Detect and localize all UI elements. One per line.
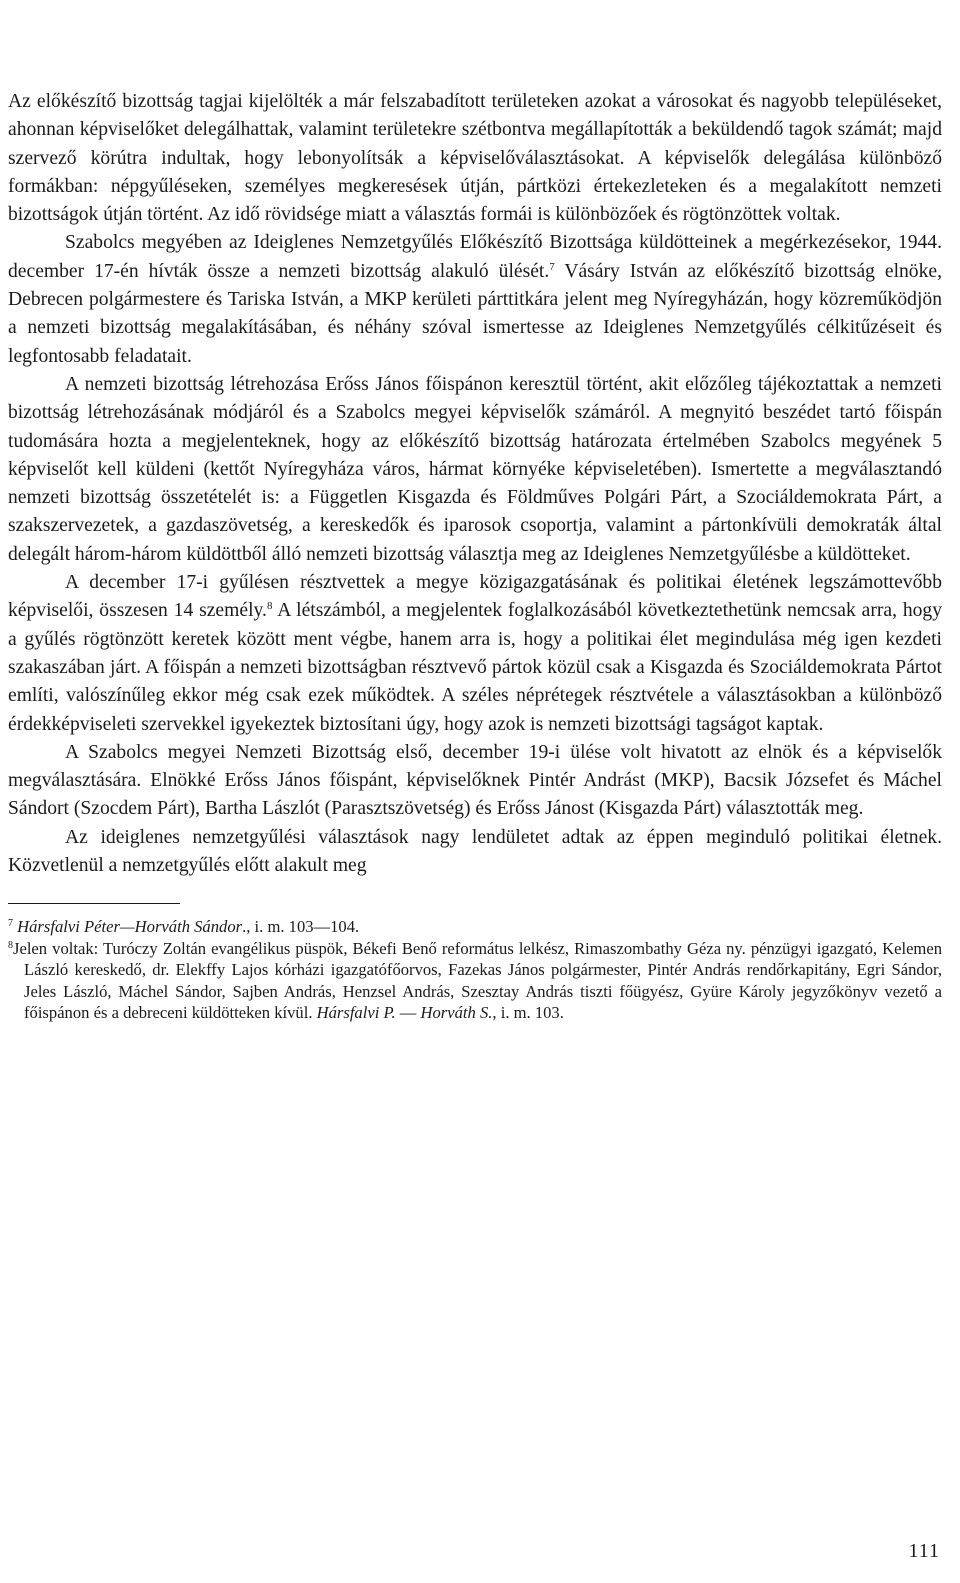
footnote-ref-8[interactable]: 8 [266,600,273,613]
footnote-8-text: Jelen voltak: Turóczy Zoltán evangélikus püspök, Békefi Benő református lelkész, Rimaszombathy Géza ny. pénzügyi igazgató, Kelemen László kereskedő, dr. Elekffy Lajos kórházi igazgatófőorvos, Fazekas János polgármester, Pintér András rendőrkapitány, Egri Sándor, Jeles László, Máchel Sándor, Sajben András, Henzsel András, Szesztay András tiszti főügyész, Gyüre Károly jegyzőkönyv vezető a főispánon és a debreceni küldötteken kívül. [13,938,942,1022]
footnote-7-authors: Hársfalvi Péter—Horváth Sándor [17,917,243,937]
footnote-8-dash: — [395,1002,421,1022]
footnote-8-cite-1: Hársfalvi P. [316,1002,396,1022]
paragraph-6: Az ideiglenes nemzetgyűlési választások nagy lendületet adtak az éppen meginduló politikai életnek. Közvetlenül a nemzetgyűlés előtt alakult meg [8,826,942,877]
footnote-divider [8,903,180,904]
footnote-8-tail: , i. m. 103. [492,1002,564,1022]
footnote-8 [8,938,942,1024]
paragraph-1: Az előkészítő bizottság tagjai kijelölték a már felszabadított területeken azokat a városokat és nagyobb településeket, ahonnan képviselőket delegálhattak, valamint területekre szétbontva megállapították a beküldendő tagok számát; majd szervező körútra indultak, hogy lebonyolítsák a képviselőválasztásokat. A képviselők delegálása különböző formákban: népgyűléseken, személyes megkeresések útján, pártközi értekezleteken és a megalakított nemzeti bizottságok útján történt. Az idő rövidsége miatt a választás formái is különbözőek és rögtönzöttek voltak. [8,91,942,226]
paragraph-4 [8,569,942,739]
footnote-7 [8,916,942,937]
paragraph-5: A Szabolcs megyei Nemzeti Bizottság első, december 19-i ülése volt hivatott az elnök és a képviselők megválasztására. Elnökké Erőss János főispánt, képviselőknek Pintér Andrást (MKP), Bacsik Józsefet és Máchel Sándort (Szocdem Párt), Bartha Lászlót (Parasztszövetség) és Erőss Jánost (Kisgazda Párt) választották meg. [8,741,942,820]
paragraph-2-text-a: Szabolcs megyében az Ideiglenes Nemzetgyűlés Előkészítő Bizottsága küldötteinek a megérkezésekor, 1944. december 17-én hívták össze a nemzeti bizottság alakuló ülését. [8,232,942,282]
document-page [8,88,942,1023]
paragraph-4-text-a: A december 17-i gyűlésen résztvettek a megye közigazgatásának és politikai életének legszámottevőbb képviselői, összesen 14 személy. [8,572,942,622]
footnote-7-mark: 7 [8,918,13,930]
paragraph-3: A nemzeti bizottság létrehozása Erőss János főispánon keresztül történt, akit előzőleg tájékoztattak a nemzeti bizottság létrehozásának módjáról és a Szabolcs megyei képviselők számáról. A megnyitó beszédet tartó főispán tudomására hozta a megjelenteknek, hogy az előkészítő bizottság határozata értelmében Szabolcs megyének 5 képviselőt kell küldeni (kettőt Nyíregyháza város, hármat környéke képviseletében). Ismertette a megválasztandó nemzeti bizottság összetételét is: a Független Kisgazda és Földműves Polgári Párt, a Szociáldemokrata Párt, a szakszervezetek, a gazdaszövetség, a kereskedők és iparosok csoportja, valamint a pártonkívüli demokraták által delegált három-három küldöttből álló nemzeti bizottság választja meg az Ideiglenes Nemzetgyűlésbe a küldötteket. [8,373,942,565]
paragraph-4-text-b: A létszámból, a megjelentek foglalkozásából következtethetünk nemcsak arra, hogy a gyűlés rögtönzött keretek között ment végbe, hanem arra is, hogy a politikai élet megindulása még igen kezdeti szakaszában járt. A főispán a nemzeti bizottságban résztvevő pártok közül csak a Kisgazda és Szociáldemokrata Pártot említi, valószínűleg ekkor még csak ezek működtek. A széles néprétegek résztvétele a választásokban a különböző érdekképviseleti szervekkel igyekeztek biztosítani úgy, hogy azok is nemzeti bizottsági tagságot kaptak. [8,600,943,735]
footnote-8-mark: 8 [8,939,13,951]
footnote-7-rest: ., i. m. 103—104. [242,917,360,937]
paragraph-2 [8,229,942,370]
page-number: 111 [908,1540,940,1562]
paragraph-2-text-b: Vásáry István az előkészítő bizottság elnöke, Debrecen polgármestere és Tariska István, a MKP kerületi párttitkára jelent meg Nyíregyházán, hogy közreműködjön a nemzeti bizottság megalakításában, és néhány szóval ismertesse az Ideiglenes Nemzetgyűlés célkitűzéseit és legfontosabb feladatait. [8,260,943,367]
footnote-ref-7[interactable]: 7 [549,260,555,273]
footnote-8-cite-2: Horváth S. [420,1002,493,1022]
